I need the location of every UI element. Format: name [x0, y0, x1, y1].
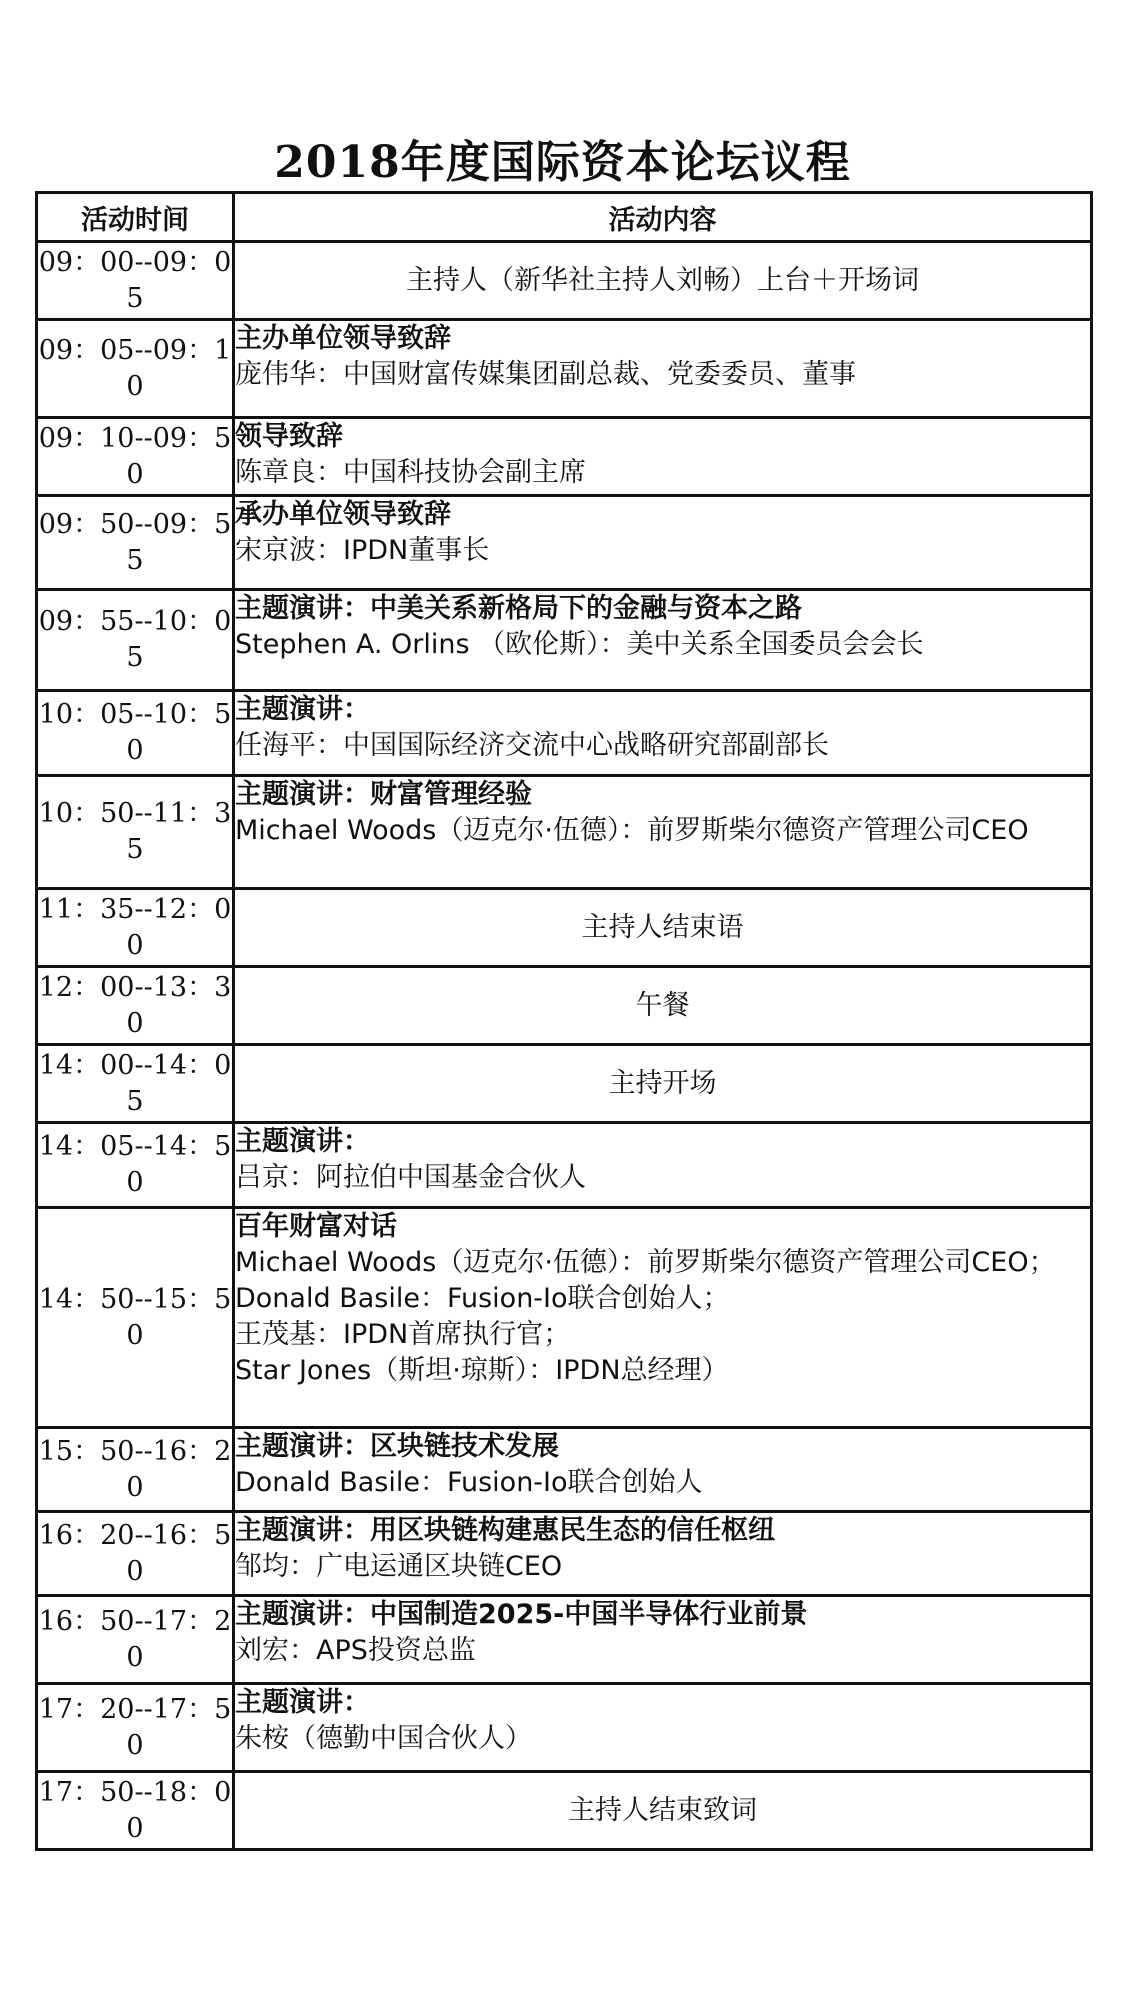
time-cell: 14：05--14：50 — [37, 1123, 234, 1208]
agenda-row — [37, 590, 1092, 691]
speaker-line: 王茂基：IPDN首席执行官； — [235, 1319, 571, 1350]
content-cell: 主持人结束致词 — [234, 1772, 1092, 1850]
content-cell — [234, 776, 1092, 889]
time-cell: 16：50--17：20 — [37, 1596, 234, 1684]
content-cell — [234, 1208, 1092, 1428]
column-header-content: 活动内容 — [234, 193, 1092, 242]
agenda-row — [37, 1772, 1092, 1850]
time-cell: 15：50--16：20 — [37, 1428, 234, 1512]
time-cell: 09：10--09：50 — [37, 418, 234, 496]
content-cell — [234, 418, 1092, 496]
content-cell: 主持人结束语 — [234, 889, 1092, 967]
speaker-line: Michael Woods（迈克尔·伍德）：前罗斯柴尔德资产管理公司CEO — [235, 815, 1029, 846]
content-cell — [234, 1684, 1092, 1772]
agenda-table — [35, 191, 1093, 1851]
session-heading: 主题演讲： — [235, 1126, 370, 1157]
content-cell — [234, 1123, 1092, 1208]
agenda-row — [37, 889, 1092, 967]
speaker-line: 吕京：阿拉伯中国基金合伙人 — [235, 1162, 586, 1193]
column-header-time: 活动时间 — [37, 193, 234, 242]
agenda-body — [37, 242, 1092, 1850]
content-cell — [234, 320, 1092, 418]
agenda-row — [37, 418, 1092, 496]
time-cell: 12：00--13：30 — [37, 967, 234, 1045]
speaker-line: Star Jones（斯坦·琼斯）：IPDN总经理） — [235, 1355, 729, 1386]
speaker-line: 任海平：中国国际经济交流中心战略研究部副部长 — [235, 730, 829, 761]
content-cell — [234, 1428, 1092, 1512]
content-cell: 午餐 — [234, 967, 1092, 1045]
session-heading: 主办单位领导致辞 — [235, 323, 451, 354]
content-cell — [234, 1512, 1092, 1596]
speaker-line: 陈章良：中国科技协会副主席 — [235, 457, 586, 488]
header-row — [37, 193, 1092, 242]
content-cell — [234, 590, 1092, 691]
agenda-row — [37, 1123, 1092, 1208]
speaker-line: 宋京波：IPDN董事长 — [235, 535, 490, 566]
session-heading: 主题演讲：财富管理经验 — [235, 779, 532, 810]
session-heading: 主题演讲：中国制造2025-中国半导体行业前景 — [235, 1599, 808, 1630]
agenda-row — [37, 496, 1092, 590]
content-cell: 主持开场 — [234, 1045, 1092, 1123]
time-cell: 16：20--16：50 — [37, 1512, 234, 1596]
agenda-row — [37, 1512, 1092, 1596]
time-cell: 09：55--10：05 — [37, 590, 234, 691]
content-cell — [234, 691, 1092, 776]
time-cell: 17：20--17：50 — [37, 1684, 234, 1772]
time-cell: 09：50--09：55 — [37, 496, 234, 590]
speaker-line: Donald Basile：Fusion-Io联合创始人； — [235, 1283, 730, 1314]
agenda-row — [37, 776, 1092, 889]
session-heading: 百年财富对话 — [235, 1211, 397, 1242]
speaker-line: 邹均：广电运通区块链CEO — [235, 1551, 563, 1582]
agenda-row — [37, 242, 1092, 320]
content-cell — [234, 496, 1092, 590]
agenda-row — [37, 1428, 1092, 1512]
time-cell: 11：35--12：00 — [37, 889, 234, 967]
session-heading: 主题演讲： — [235, 1687, 370, 1718]
time-cell: 10：50--11：35 — [37, 776, 234, 889]
time-cell: 10：05--10：50 — [37, 691, 234, 776]
speaker-line: Donald Basile：Fusion-Io联合创始人 — [235, 1467, 703, 1498]
time-cell: 14：00--14：05 — [37, 1045, 234, 1123]
speaker-line: Michael Woods（迈克尔·伍德）：前罗斯柴尔德资产管理公司CEO； — [235, 1247, 1056, 1278]
speaker-line: 庞伟华：中国财富传媒集团副总裁、党委委员、董事 — [235, 359, 856, 390]
session-heading: 主题演讲：区块链技术发展 — [235, 1431, 559, 1462]
content-cell: 主持人（新华社主持人刘畅）上台＋开场词 — [234, 242, 1092, 320]
time-cell: 09：00--09：05 — [37, 242, 234, 320]
agenda-row — [37, 1684, 1092, 1772]
session-heading: 承办单位领导致辞 — [235, 499, 451, 530]
speaker-line: Stephen A. Orlins （欧伦斯）：美中关系全国委员会会长 — [235, 629, 924, 660]
agenda-row — [37, 691, 1092, 776]
speaker-line: 朱桉（德勤中国合伙人） — [235, 1723, 532, 1754]
time-cell: 09：05--09：10 — [37, 320, 234, 418]
agenda-row — [37, 967, 1092, 1045]
session-heading: 领导致辞 — [235, 421, 343, 452]
agenda-row — [37, 1208, 1092, 1428]
agenda-row — [37, 1596, 1092, 1684]
time-cell: 14：50--15：50 — [37, 1208, 234, 1428]
session-heading: 主题演讲：用区块链构建惠民生态的信任枢纽 — [235, 1515, 775, 1546]
agenda-row — [37, 1045, 1092, 1123]
session-heading: 主题演讲：中美关系新格局下的金融与资本之路 — [235, 593, 802, 624]
speaker-line: 刘宏：APS投资总监 — [235, 1635, 476, 1666]
content-cell — [234, 1596, 1092, 1684]
time-cell: 17：50--18：00 — [37, 1772, 234, 1850]
document-title: 2018年度国际资本论坛议程 — [274, 137, 851, 188]
session-heading: 主题演讲： — [235, 694, 370, 725]
agenda-row — [37, 320, 1092, 418]
